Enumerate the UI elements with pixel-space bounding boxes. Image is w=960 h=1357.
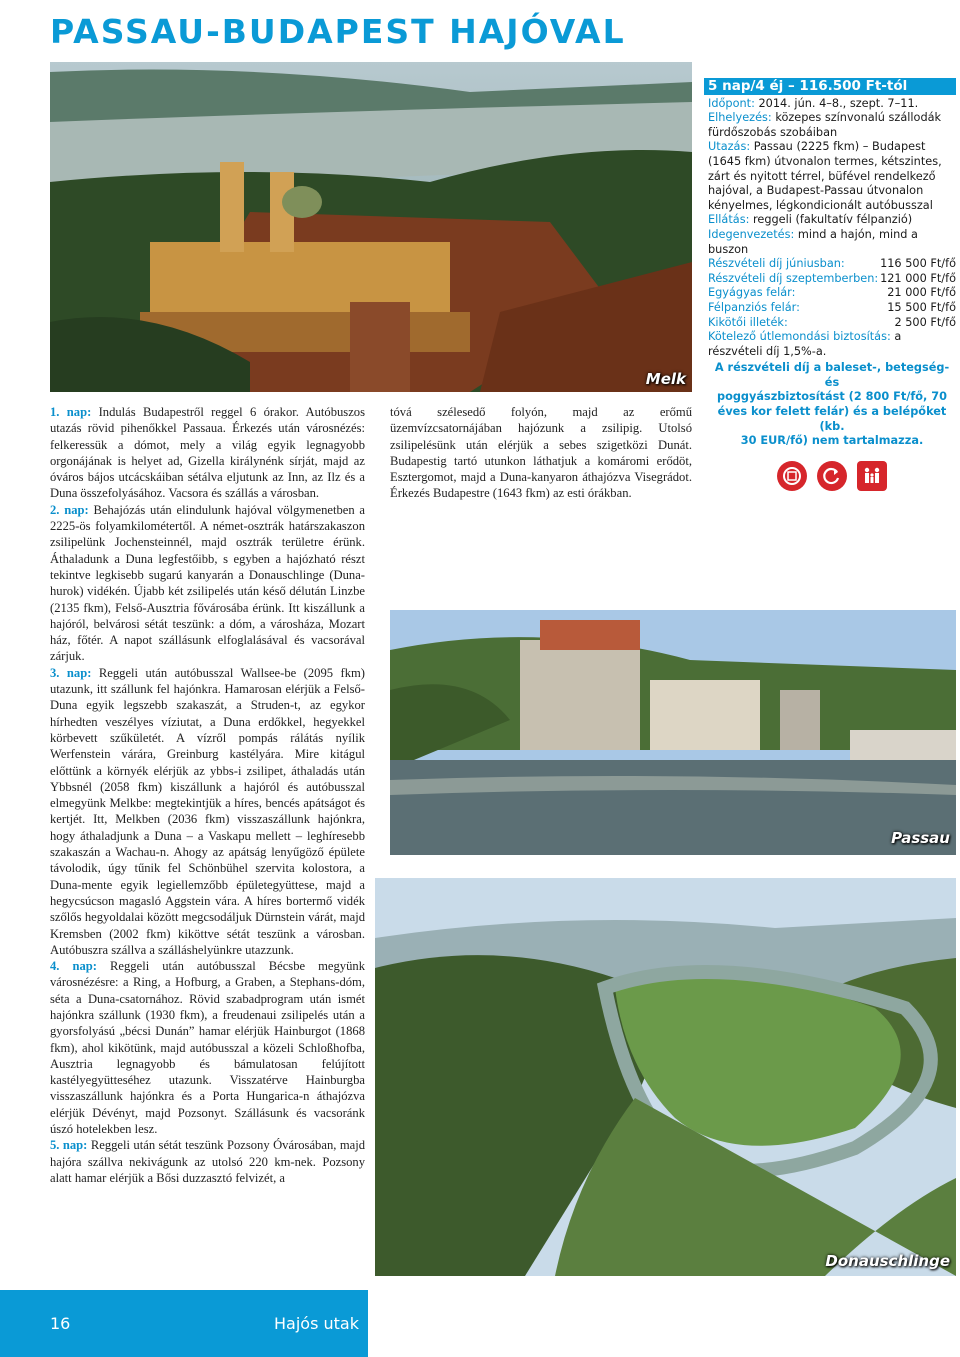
footer-section-title: Hajós utak bbox=[274, 1314, 359, 1333]
itinerary-day-4 bbox=[50, 958, 365, 1137]
trip-info-header: 5 nap/4 éj – 116.500 Ft-tól bbox=[704, 78, 956, 95]
footer-bar bbox=[0, 1290, 368, 1357]
family-icon bbox=[857, 461, 887, 491]
day-1-label: 1. nap: bbox=[50, 405, 92, 419]
day-4-text: Reggeli után autóbusszal Bécsbe megyünk városnézésre: a Ring, a Hofburg, a Graben, a Stephans-dóm, séta a Duna-csatornához. Rövid szabadprogram után ismét hajónkra szállunk (1930 fkm), a freudenaui zsilipelés után a gyorsfolyású „bécsi Dunán” hamar elérjük Hainburgot (1868 fkm), ahol kikötünk, majd autóbusszal a közeli Schloßhofba, Ausztria legnagyobb és bámulatosan felújított kastélyegyütteséhez utazunk. Visszatérve Hainburgba visszaszállunk hajónkra és a Porta Hungarica-n áthajózva elérjük Dévényt, majd Pozsonyt. Szállásunk és vacsoránk úszó hotelekben lesz. bbox=[50, 959, 365, 1137]
itinerary-column-left bbox=[50, 404, 365, 1186]
price-row: Részvételi díj júniusban: 116 500 Ft/fő bbox=[708, 257, 956, 271]
day-2-text: Behajózás után elindulunk hajóval völgymenetben a 2225-ös folyamkilométertől. A német-osztrák határszakaszon zsilipelünk Jochensteinnél, majd osztrák területre érünk. Áthaladunk a Duna legfestőibb, s egyben a hajózható részt tekintve legkisebb sugarú kanyarán a Donauschlinge (Duna-hurok) vidékén. Újabb két zsilipelés után késő délután Linzbe (2135 fkm), Felső-Ausztria fővárosába érünk. Itt kiszállunk a hajóról, belvárosi sétát teszünk: a dóm, a városháza, Mozart ház, főtér. A napot szállásunk elfoglalásával és vacsorával zárjuk. bbox=[50, 502, 366, 664]
photo-label-donauschlinge: Donauschlinge bbox=[825, 1252, 950, 1270]
day-3-text: Reggeli után autóbusszal Wallsee-be (2095 fkm) utazunk, itt szállunk fel hajónkra. Hamarosan elérjük a Felső-Duna egyik legszebb szakaszát, a Struden-t, az egykor hírhedten veszélyes víziutat, a Duna erdőkkel, hegyekkel körbevett szűkületét. A vízről pompás rálátás nyílik Werfenstein várára, Greinburg kastélyára. Mire kitágul előttünk a környék elérjük az ybbs-i zsilipet, áthaladás után Ybbsnél (2058 fkm) kiszállunk a hajóról és autóbusszal elmegyünk Melkbe: megtekintjük a híres, bencés apátságot és kertjét. Itt, Melkben (2036 fkm) visszaszállunk hajónkra, hogy áthaladjunk a Duna – a Vaskapu mellett – leghíresebb szakaszán a Wachau-n. Ahogy az apátság lenyűgöző épülete távolodik, úgy tűnik fel Schönbühel szervita kolostora, a Duna-mente egyik legiellemzőbb épületegyüttese, majd a hegycsúcson magasló Aggstein vára. A híres bortermő vidék szőlős hegyoldalai között megcsodáljuk Dürnstein várát, majd Kremsben (2002 fkm) kiköttve sétát teszünk a városban. Autóbuszra szállva a szálláshelyünkre utazzunk. bbox=[50, 665, 365, 957]
price-row: Félpanziós felár: 15 500 Ft/fő bbox=[708, 300, 956, 314]
itinerary-continuation: tóvá szélesedő folyón, majd az erőmű üzemvízcsatornájában hajózunk a zsilipig. Utolsó zsilipelésünk után elérjük a sebes szigetközi Dunát. Budapestig tartó utunkon láthatjuk a komáromi erődöt, Esztergomot, majd a Duna-kanyaron áthajózva Visegrádot. Érkezés Budapestre (1643 fkm) az esti órákban. bbox=[390, 405, 692, 501]
itinerary-column-middle bbox=[390, 404, 692, 502]
price-row: Kikötői illeték: 2 500 Ft/fő bbox=[708, 315, 956, 329]
info-insurance: Kötelező útlemondási biztosítás: a részvételi díj 1,5%-a. bbox=[708, 330, 902, 358]
photo-label-melk: Melk bbox=[645, 370, 686, 388]
day-3-label: 3. nap: bbox=[50, 665, 92, 680]
info-date: Időpont: 2014. jún. 4–8., szept. 7–11. bbox=[708, 96, 919, 110]
page-footer bbox=[0, 1290, 960, 1357]
info-meals: Ellátás: reggeli (fakultatív félpanzió) bbox=[708, 213, 913, 227]
day-4-label: 4. nap: bbox=[50, 959, 97, 974]
itinerary-day-3 bbox=[50, 665, 365, 958]
price-row: Egyágyas felár: 21 000 Ft/fő bbox=[708, 286, 956, 300]
info-accommodation: Elhelyezés: közepes színvonalú szállodák fürdőszobás szobáiban bbox=[708, 111, 942, 139]
photo-donauschlinge bbox=[375, 878, 956, 1276]
day-5-text: Reggeli után sétát teszünk Pozsony Óvárosában, majd hajóra szállva nekivágunk az utolsó 220 km-nek. Pozsony alatt hamar elérjük a Bősi duzzasztó felvizét, a bbox=[50, 1138, 366, 1185]
itinerary-day-5 bbox=[50, 1137, 365, 1186]
return-arrow-icon bbox=[817, 461, 847, 491]
itinerary-day-1 bbox=[50, 404, 365, 502]
page-title: PASSAU-BUDAPEST HAJÓVAL bbox=[50, 12, 626, 51]
page-number: 16 bbox=[50, 1314, 71, 1333]
trip-info-box bbox=[708, 78, 956, 491]
photo-label-passau: Passau bbox=[891, 829, 950, 847]
day-5-label: 5. nap: bbox=[50, 1138, 88, 1153]
itinerary-day-2 bbox=[50, 502, 365, 665]
info-note: A részvételi díj a baleset-, betegség- és poggyászbiztosítást (2 800 Ft/fő, 70 éves kor felett felár) és a belépőket (kb. 30 EUR/fő) nem tartalmazza. bbox=[714, 361, 950, 448]
day-1-text: Indulás Budapestről reggel 6 órakor. Autóbuszos utazás rövid pihenőkkel Passaua. Érkezés után városnézés: felkeressük a dómot, mely a világ egyik legnagyobb orgonájának is helyet ad, Gizella királynénk sírját, majd az óváros bájos utcácskáiban sétálva eljutunk az Inn, az Ilz és a Duna összefolyásához. Vacsora és szállás a városban. bbox=[50, 405, 365, 501]
feature-icons bbox=[708, 461, 956, 491]
info-guide: Idegenvezetés: mind a hajón, mind a buszon bbox=[708, 227, 918, 256]
heritage-icon bbox=[777, 461, 807, 491]
photo-passau bbox=[390, 610, 956, 855]
price-row: Részvételi díj szeptemberben: 121 000 Ft/fő bbox=[708, 271, 956, 285]
info-travel: Utazás: Passau (2225 fkm) – Budapest (1645 fkm) útvonalon termes, kétszintes, zárt és nyitott térrel, büfével rendelkező hajóval, a Budapest-Passau útvonalon kényelmes, légkondicionált autóbusszal bbox=[708, 140, 942, 212]
day-2-label: 2. nap: bbox=[50, 502, 89, 517]
photo-melk bbox=[50, 62, 692, 392]
